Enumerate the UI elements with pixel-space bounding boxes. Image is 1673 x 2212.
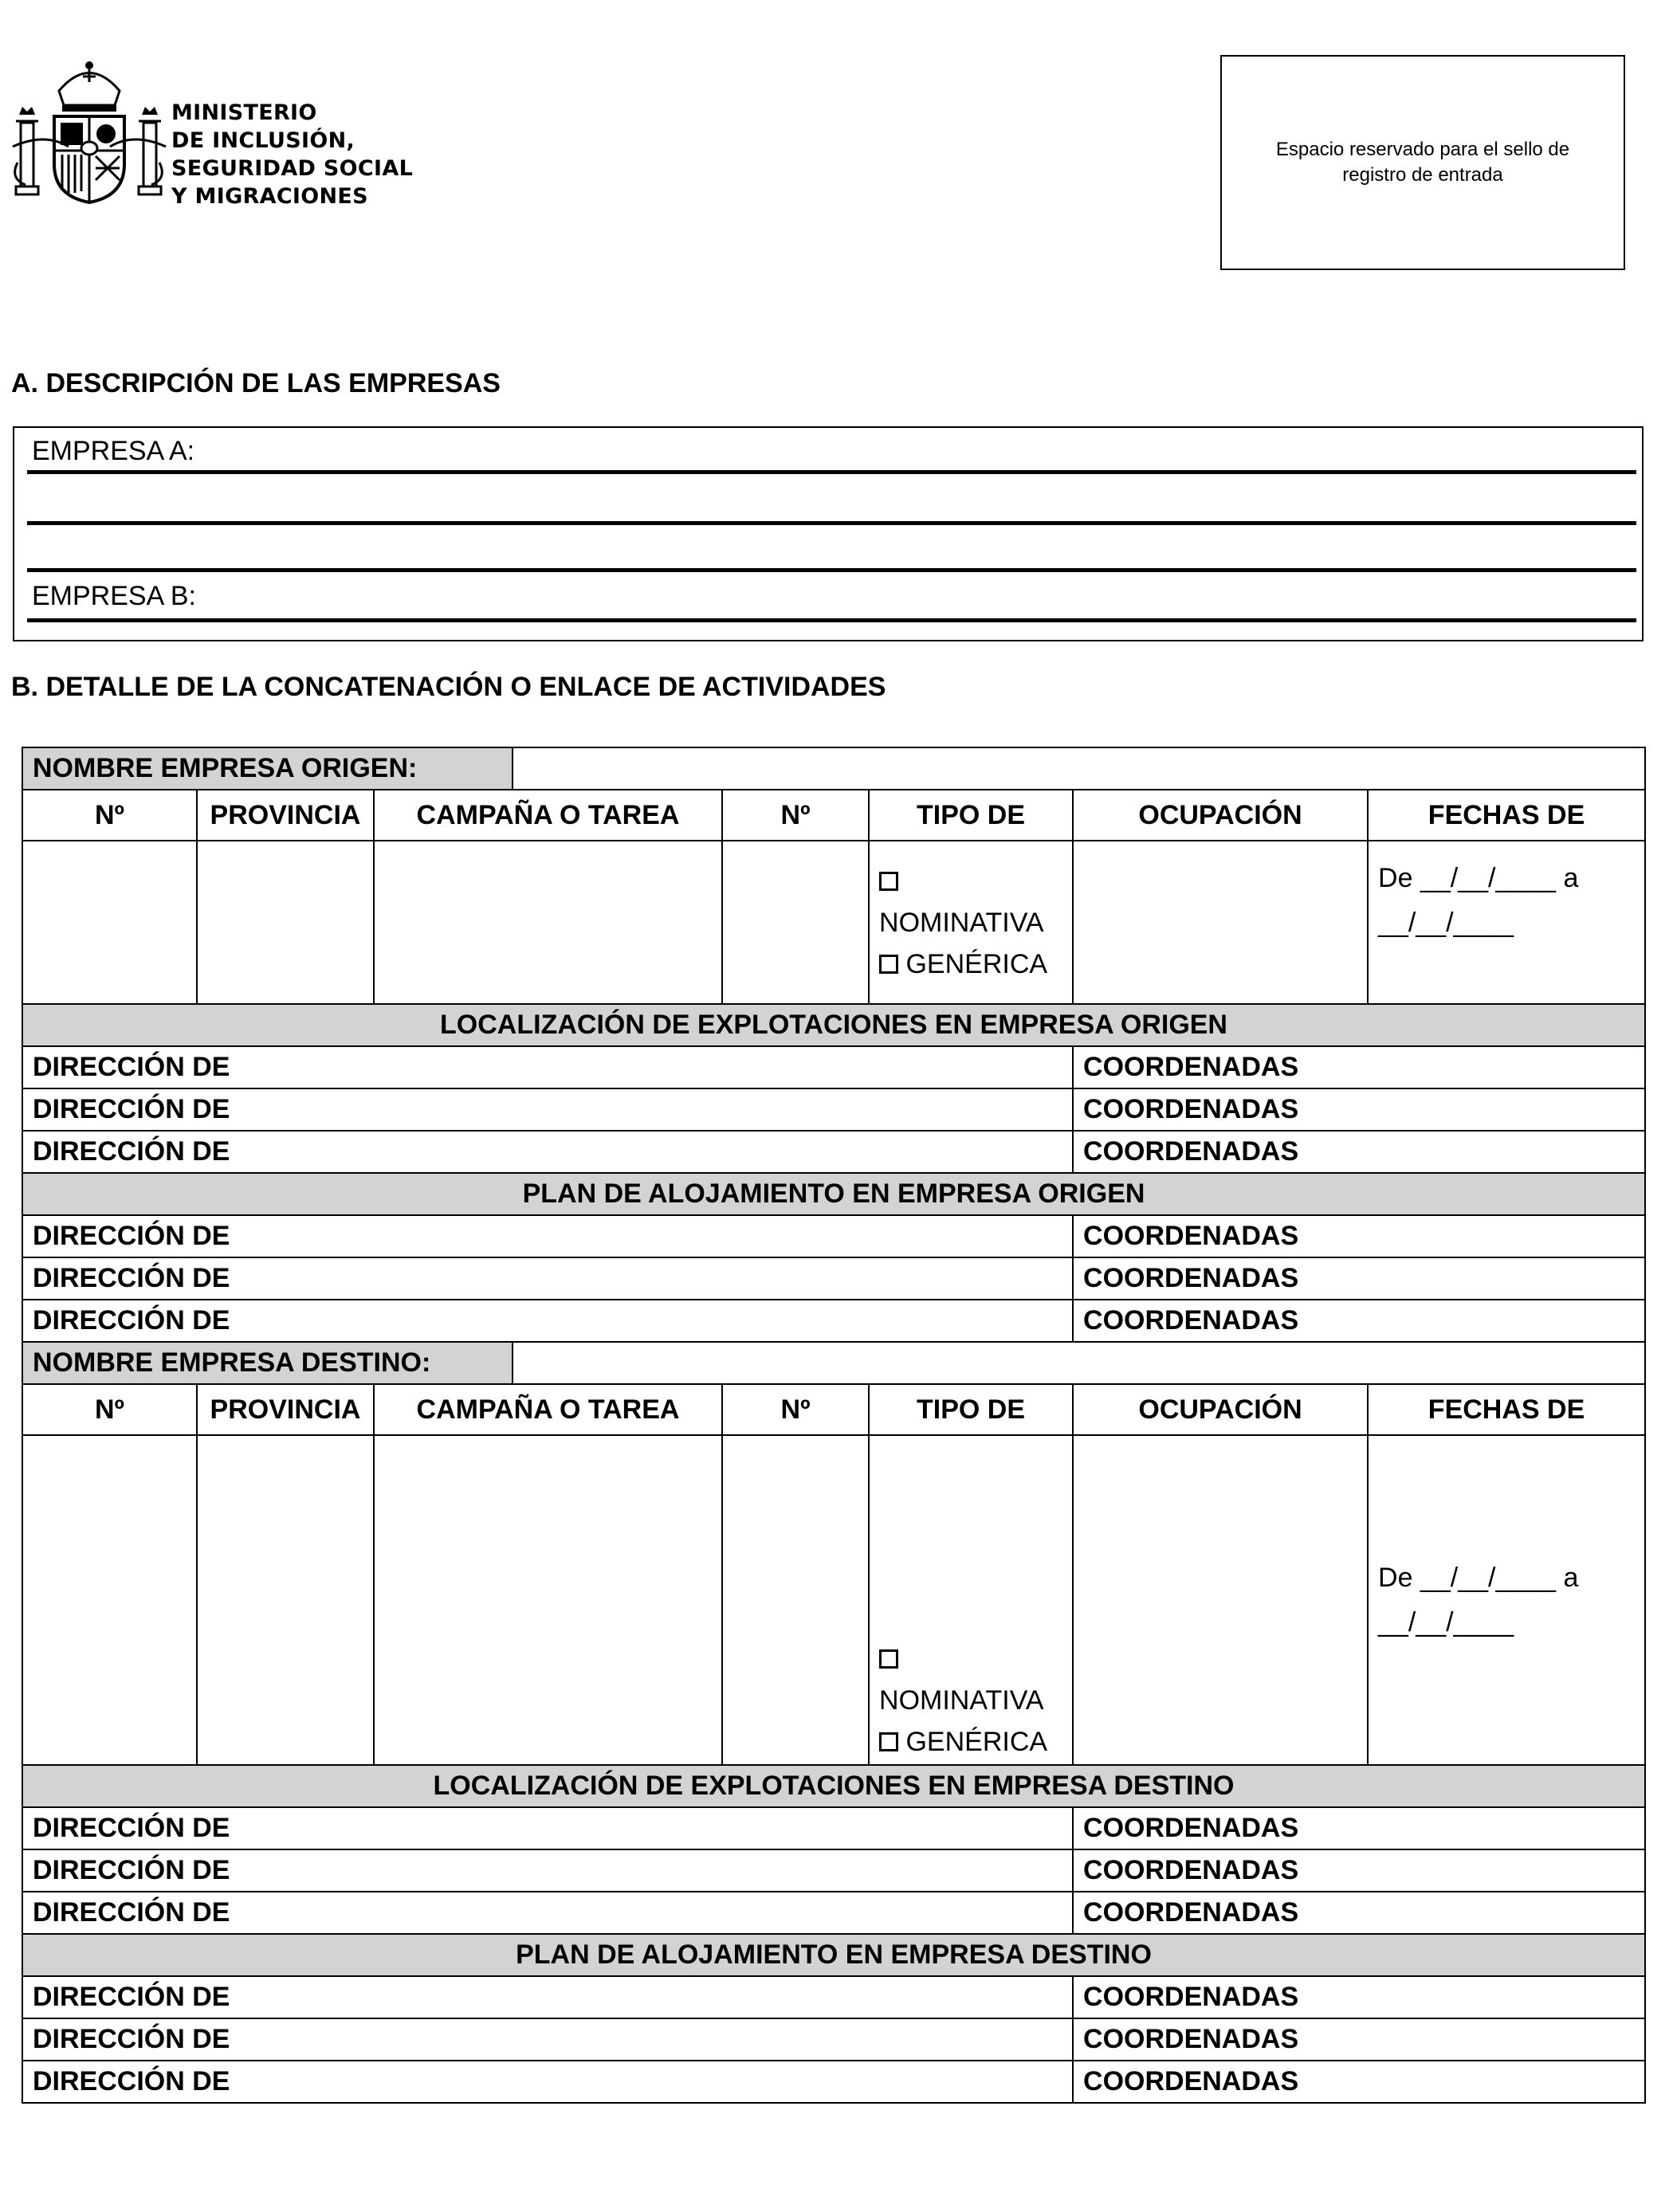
destino-label: NOMBRE EMPRESA DESTINO: (33, 1347, 431, 1378)
col-ocupacion-dest: OCUPACIÓN (1073, 1384, 1368, 1435)
origen-fechas-line2: __/__/____ (1378, 908, 1514, 938)
empresa-b-label: EMPRESA B: (32, 581, 196, 611)
col-campana-dest: CAMPAÑA O TAREA (374, 1384, 722, 1435)
plan-destino-direccion-2[interactable]: DIRECCIÓN DE (22, 2018, 1073, 2061)
col-ocupacion: OCUPACIÓN (1073, 790, 1368, 841)
loc-destino-direccion-3[interactable]: DIRECCIÓN DE (22, 1892, 1073, 1934)
loc-origen-direccion-1[interactable]: DIRECCIÓN DE (22, 1046, 1073, 1088)
ministry-line-4: Y MIGRACIONES (171, 184, 368, 209)
destino-ocupacion-field[interactable] (1073, 1435, 1368, 1765)
destino-nominativa-label: NOMINATIVA (879, 1685, 1044, 1716)
empresa-a-line-1[interactable] (27, 470, 1636, 474)
col-num-2-dest: Nº (722, 1384, 869, 1435)
section-a-title: A. DESCRIPCIÓN DE LAS EMPRESAS (11, 368, 501, 398)
loc-destino-band: LOCALIZACIÓN DE EXPLOTACIONES EN EMPRESA DESTINO (22, 1765, 1645, 1807)
destino-generica-checkbox[interactable] (879, 1732, 898, 1751)
origen-ocupacion-field[interactable] (1073, 841, 1368, 1004)
destino-nominativa-checkbox[interactable] (879, 1649, 898, 1669)
loc-origen-band: LOCALIZACIÓN DE EXPLOTACIONES EN EMPRESA ORIGEN (22, 1004, 1645, 1046)
plan-origen-band: PLAN DE ALOJAMIENTO EN EMPRESA ORIGEN (22, 1173, 1645, 1215)
empresa-a-line-2[interactable] (27, 521, 1636, 525)
ministry-line-2: DE INCLUSIÓN, (171, 128, 355, 153)
origen-campana-field[interactable] (374, 841, 722, 1004)
plan-origen-coordenadas-3[interactable]: COORDENADAS (1073, 1300, 1645, 1342)
destino-generica-label: GENÉRICA (905, 1727, 1048, 1757)
plan-origen-direccion-1[interactable]: DIRECCIÓN DE (22, 1215, 1073, 1257)
origen-generica-checkbox[interactable] (879, 955, 898, 974)
loc-origen-coordenadas-1[interactable]: COORDENADAS (1073, 1046, 1645, 1088)
origen-nominativa-checkbox[interactable] (879, 872, 898, 891)
origen-provincia-field[interactable] (197, 841, 374, 1004)
destino-tipo-cell (869, 1435, 1073, 1765)
plan-origen-direccion-3[interactable]: DIRECCIÓN DE (22, 1300, 1073, 1342)
loc-destino-direccion-1[interactable]: DIRECCIÓN DE (22, 1807, 1073, 1849)
companies-box (13, 426, 1644, 641)
loc-destino-coordenadas-2[interactable]: COORDENADAS (1073, 1849, 1645, 1892)
plan-destino-band: PLAN DE ALOJAMIENTO EN EMPRESA DESTINO (22, 1934, 1645, 1976)
empresa-a-line-3[interactable] (27, 568, 1636, 572)
loc-origen-direccion-3[interactable]: DIRECCIÓN DE (22, 1131, 1073, 1173)
destino-fechas-line2: __/__/____ (1378, 1607, 1514, 1637)
ministry-line-1: MINISTERIO (171, 100, 317, 125)
col-tipo-dest: TIPO DE (869, 1384, 1073, 1435)
section-b-title: B. DETALLE DE LA CONCATENACIÓN O ENLACE DE ACTIVIDADES (11, 672, 886, 702)
plan-destino-direccion-3[interactable]: DIRECCIÓN DE (22, 2061, 1073, 2103)
origen-label: NOMBRE EMPRESA ORIGEN: (33, 753, 418, 783)
empresa-a-label: EMPRESA A: (32, 436, 195, 466)
ministry-line-3: SEGURIDAD SOCIAL (171, 156, 414, 181)
origen-name-field[interactable] (513, 747, 1645, 790)
plan-origen-coordenadas-2[interactable]: COORDENADAS (1073, 1257, 1645, 1300)
origen-num2-field[interactable] (722, 841, 869, 1004)
origen-nominativa-label: NOMINATIVA (879, 907, 1044, 938)
destino-fechas-line1: De __/__/____ a (1378, 1563, 1579, 1593)
origen-fechas-cell[interactable] (1368, 841, 1645, 1004)
col-fechas-dest: FECHAS DE (1368, 1384, 1645, 1435)
plan-destino-coordenadas-3[interactable]: COORDENADAS (1073, 2061, 1645, 2103)
plan-origen-coordenadas-1[interactable]: COORDENADAS (1073, 1215, 1645, 1257)
col-fechas: FECHAS DE (1368, 790, 1645, 841)
plan-destino-coordenadas-2[interactable]: COORDENADAS (1073, 2018, 1645, 2061)
stamp-text: Espacio reservado para el sello de registro de entrada (1275, 139, 1570, 186)
loc-origen-coordenadas-2[interactable]: COORDENADAS (1073, 1088, 1645, 1131)
col-provincia-dest: PROVINCIA (197, 1384, 374, 1435)
loc-destino-direccion-2[interactable]: DIRECCIÓN DE (22, 1849, 1073, 1892)
col-num: Nº (22, 790, 197, 841)
origen-label-cell (22, 747, 513, 790)
plan-destino-coordenadas-1[interactable]: COORDENADAS (1073, 1976, 1645, 2018)
coat-of-arms-logo (10, 59, 169, 210)
origen-fechas-line1: De __/__/____ a (1378, 863, 1579, 893)
ministry-name (171, 99, 413, 210)
origen-tipo-cell (869, 841, 1073, 1004)
activities-table (22, 747, 1646, 2104)
plan-destino-direccion-1[interactable]: DIRECCIÓN DE (22, 1976, 1073, 2018)
registration-stamp-box (1220, 55, 1625, 270)
loc-origen-coordenadas-3[interactable]: COORDENADAS (1073, 1131, 1645, 1173)
loc-origen-direccion-2[interactable]: DIRECCIÓN DE (22, 1088, 1073, 1131)
col-num-2: Nº (722, 790, 869, 841)
destino-provincia-field[interactable] (197, 1435, 374, 1765)
empresa-b-line[interactable] (27, 618, 1636, 622)
destino-num2-field[interactable] (722, 1435, 869, 1765)
origen-num-field[interactable] (22, 841, 197, 1004)
plan-origen-direccion-2[interactable]: DIRECCIÓN DE (22, 1257, 1073, 1300)
col-num-dest: Nº (22, 1384, 197, 1435)
loc-destino-coordenadas-1[interactable]: COORDENADAS (1073, 1807, 1645, 1849)
destino-num-field[interactable] (22, 1435, 197, 1765)
destino-campana-field[interactable] (374, 1435, 722, 1765)
destino-fechas-cell[interactable] (1368, 1435, 1645, 1765)
col-tipo: TIPO DE (869, 790, 1073, 841)
col-campana: CAMPAÑA O TAREA (374, 790, 722, 841)
destino-name-field[interactable] (513, 1342, 1645, 1384)
destino-label-cell (22, 1342, 513, 1384)
origen-generica-label: GENÉRICA (905, 948, 1048, 979)
col-provincia: PROVINCIA (197, 790, 374, 841)
loc-destino-coordenadas-3[interactable]: COORDENADAS (1073, 1892, 1645, 1934)
